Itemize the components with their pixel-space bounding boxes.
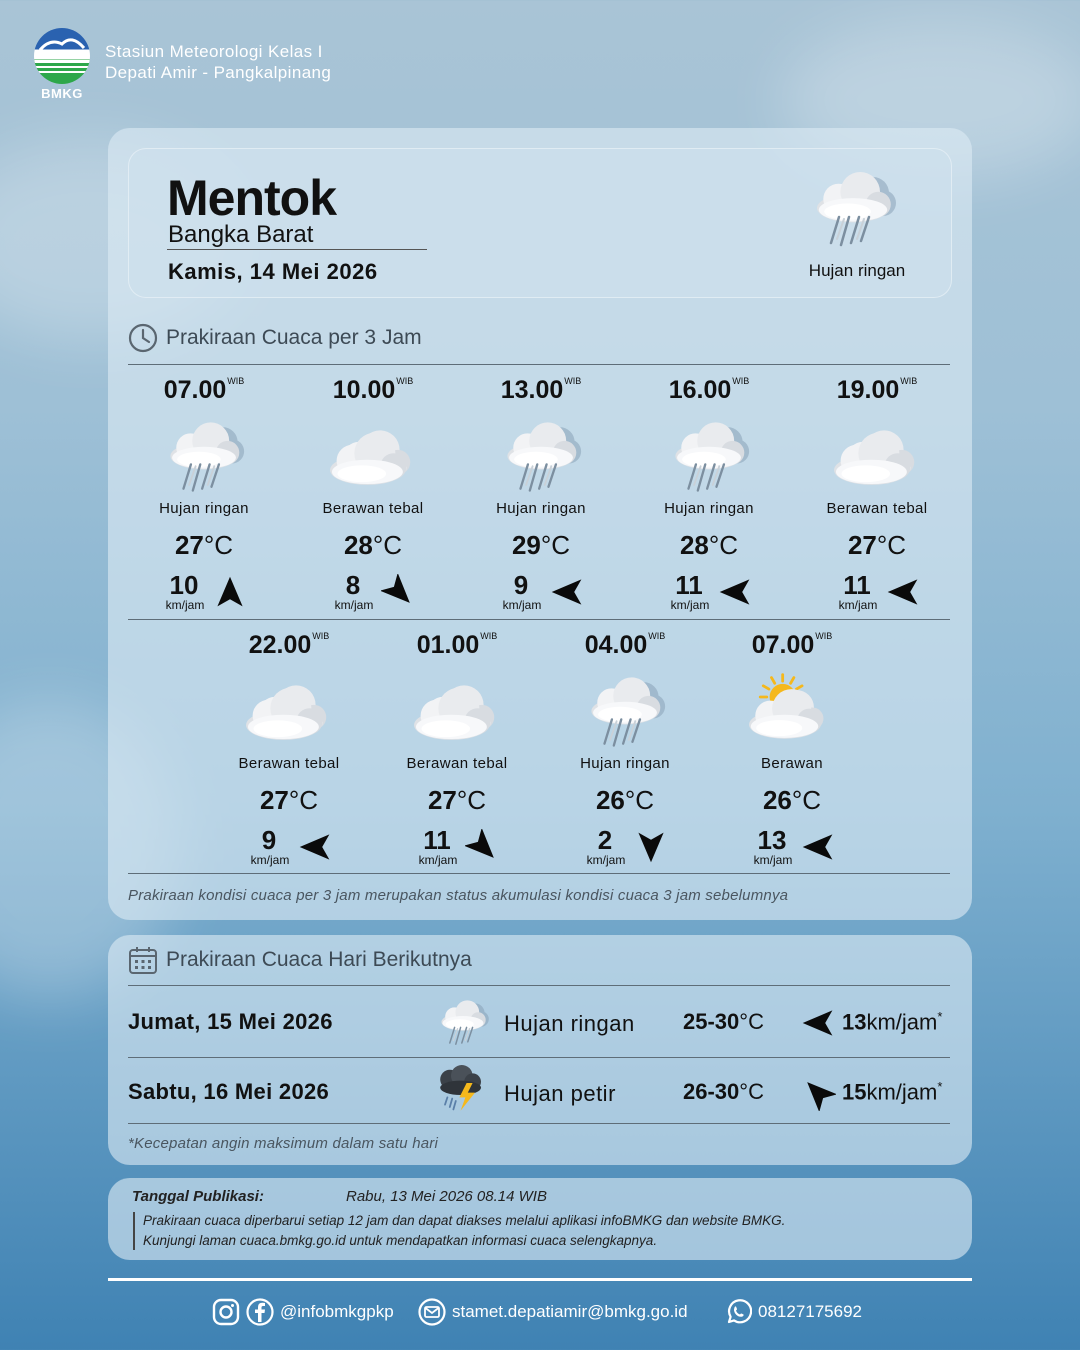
email-link[interactable] [418, 1296, 688, 1328]
daily-row [128, 1057, 950, 1127]
email-icon [418, 1298, 446, 1326]
slot-condition: Hujan ringan [664, 500, 754, 517]
daily-section-title: Prakiraan Cuaca Hari Berikutnya [166, 948, 472, 971]
email-address: stamet.depatiamir@bmkg.go.id [452, 1302, 688, 1321]
slot-temperature: 27°C [259, 785, 319, 815]
divider [128, 364, 950, 365]
station-line-1: Stasiun Meteorologi Kelas I [105, 42, 323, 61]
day-max-wind: 15km/jam* [842, 1079, 943, 1105]
forecast-slot [120, 376, 288, 616]
social-handle: @infobmkgpkp [280, 1302, 394, 1321]
slot-wind-speed: 9 [513, 570, 529, 600]
day-temperature-range: 26-30°C [683, 1079, 764, 1104]
day-condition: Hujan petir [504, 1081, 616, 1106]
rain-cloud-icon [154, 414, 254, 498]
publication-line-2: Kunjungi laman cuaca.bmkg.go.id untuk mendapatkan informasi cuaca selengkapnya. [143, 1233, 658, 1248]
wind-direction-arrow-icon [633, 829, 669, 865]
forecast-slot [289, 376, 457, 616]
wind-direction-arrow-icon [885, 574, 921, 610]
publication-label: Tanggal Publikasi: [132, 1188, 264, 1205]
slot-condition: Hujan ringan [496, 500, 586, 517]
social-link[interactable] [212, 1296, 394, 1328]
forecast-slot [541, 631, 709, 871]
slot-temperature: 29°C [511, 530, 571, 560]
publication-panel [108, 1178, 972, 1260]
slot-wind-unit: km/jam [250, 853, 290, 867]
footer-divider [108, 1278, 972, 1281]
quote-bar [133, 1212, 135, 1250]
phone-number: 08127175692 [758, 1302, 863, 1321]
day-max-wind: 13km/jam* [842, 1009, 943, 1035]
slot-wind-unit: km/jam [165, 598, 205, 612]
divider [128, 873, 950, 874]
rain-cloud-icon [491, 414, 591, 498]
slot-wind-unit: km/jam [753, 853, 793, 867]
cloud-icon [239, 669, 339, 753]
cloud-icon [323, 414, 423, 498]
slot-time: $10.00^{WIB}$ [332, 376, 414, 404]
slot-temperature: 27°C [847, 530, 907, 560]
forecast-slot [708, 631, 876, 871]
divider [128, 619, 950, 620]
slot-time: $13.00^{WIB}$ [500, 376, 582, 404]
slot-wind-unit: km/jam [334, 598, 374, 612]
forecast-date: Kamis, 14 Mei 2026 [168, 259, 378, 284]
wind-direction-arrow-icon [717, 574, 753, 610]
city-name: Mentok [167, 170, 336, 226]
cloud-icon [407, 669, 507, 753]
bmkg-logo-icon [34, 28, 90, 84]
slot-time: $22.00^{WIB}$ [248, 631, 330, 659]
slot-condition: Berawan [760, 755, 823, 772]
day-name: Jumat, 15 Mei 2026 [128, 1009, 333, 1034]
rain-cloud-icon [803, 163, 903, 253]
day-temperature-range: 25-30°C [683, 1009, 764, 1034]
station-name [105, 41, 331, 83]
forecast-slot [457, 376, 625, 616]
rain-cloud-icon [575, 669, 675, 753]
slot-time: $19.00^{WIB}$ [836, 376, 918, 404]
slot-wind-speed: 11 [675, 570, 703, 600]
slot-time: $16.00^{WIB}$ [668, 376, 750, 404]
daily-forecast-panel [108, 935, 972, 1165]
cloud-icon [827, 414, 927, 498]
slot-wind-unit: km/jam [502, 598, 542, 612]
slot-wind-unit: km/jam [838, 598, 878, 612]
hourly-forecast-panel [108, 128, 972, 920]
facebook-icon [246, 1298, 274, 1326]
partly-cloudy-icon [742, 669, 842, 753]
wind-direction-arrow-icon [549, 574, 585, 610]
day-name: Sabtu, 16 Mei 2026 [128, 1079, 330, 1104]
slot-condition: Hujan ringan [580, 755, 670, 772]
wind-direction-arrow-icon [465, 829, 501, 865]
wind-direction-arrow-icon [212, 574, 248, 610]
forecast-slot [205, 631, 373, 871]
slot-wind-speed: 11 [843, 570, 871, 600]
current-condition: Hujan ringan [808, 261, 906, 280]
clock-icon [128, 323, 158, 353]
wind-direction-arrow-icon [800, 829, 836, 865]
slot-condition: Berawan tebal [826, 500, 928, 517]
slot-temperature: 26°C [595, 785, 655, 815]
slot-wind-unit: km/jam [670, 598, 710, 612]
forecast-slot [373, 631, 541, 871]
slot-condition: Berawan tebal [322, 500, 424, 517]
phone-link[interactable] [724, 1296, 862, 1328]
instagram-icon [212, 1298, 240, 1326]
slot-wind-speed: 8 [345, 570, 361, 600]
slot-time: $01.00^{WIB}$ [416, 631, 498, 659]
slot-wind-unit: km/jam [418, 853, 458, 867]
slot-wind-speed: 2 [597, 825, 613, 855]
slot-wind-speed: 9 [261, 825, 277, 855]
wind-direction-arrow-icon [297, 829, 333, 865]
forecast-slot [625, 376, 793, 616]
slot-condition: Berawan tebal [238, 755, 340, 772]
calendar-icon [128, 945, 158, 975]
divider [167, 249, 427, 250]
wind-direction-arrow-icon [800, 1075, 836, 1111]
slot-time: $07.00^{WIB}$ [163, 376, 245, 404]
slot-temperature: 27°C [427, 785, 487, 815]
region-name: Bangka Barat [168, 221, 314, 248]
slot-time: $04.00^{WIB}$ [584, 631, 666, 659]
slot-temperature: 26°C [762, 785, 822, 815]
slot-condition: Hujan ringan [159, 500, 249, 517]
slot-temperature: 28°C [343, 530, 403, 560]
logo-text: BMKG [41, 86, 83, 101]
wind-direction-arrow-icon [381, 574, 417, 610]
slot-temperature: 28°C [679, 530, 739, 560]
thunderstorm-icon [433, 1063, 493, 1121]
slot-wind-speed: 13 [757, 825, 787, 855]
divider [128, 985, 950, 986]
hourly-note: Prakiraan kondisi cuaca per 3 jam merupakan status akumulasi kondisi cuaca 3 jam sebelumnya [128, 887, 789, 904]
publication-line-1: Prakiraan cuaca diperbarui setiap 12 jam dan dapat diakses melalui aplikasi infoBMKG dan website BMKG. [143, 1213, 786, 1228]
location-card [128, 148, 952, 298]
station-line-2: Depati Amir - Pangkalpinang [105, 63, 332, 82]
wind-direction-arrow-icon [800, 1005, 836, 1041]
rain-cloud-icon [659, 414, 759, 498]
forecast-slot [793, 376, 961, 616]
slot-time: $07.00^{WIB}$ [751, 631, 833, 659]
daily-note: *Kecepatan angin maksimum dalam satu hari [128, 1135, 439, 1152]
slot-wind-unit: km/jam [586, 853, 626, 867]
slot-wind-speed: 10 [169, 570, 199, 600]
whatsapp-icon [724, 1298, 752, 1326]
slot-temperature: 27°C [174, 530, 234, 560]
daily-row [128, 987, 950, 1057]
publication-date: Rabu, 13 Mei 2026 08.14 WIB [346, 1188, 547, 1205]
rain-cloud-icon [433, 993, 493, 1051]
slot-wind-speed: 11 [423, 825, 451, 855]
slot-condition: Berawan tebal [406, 755, 508, 772]
hourly-section-title: Prakiraan Cuaca per 3 Jam [166, 326, 422, 349]
bmkg-logo [32, 28, 92, 101]
day-condition: Hujan ringan [504, 1011, 635, 1036]
